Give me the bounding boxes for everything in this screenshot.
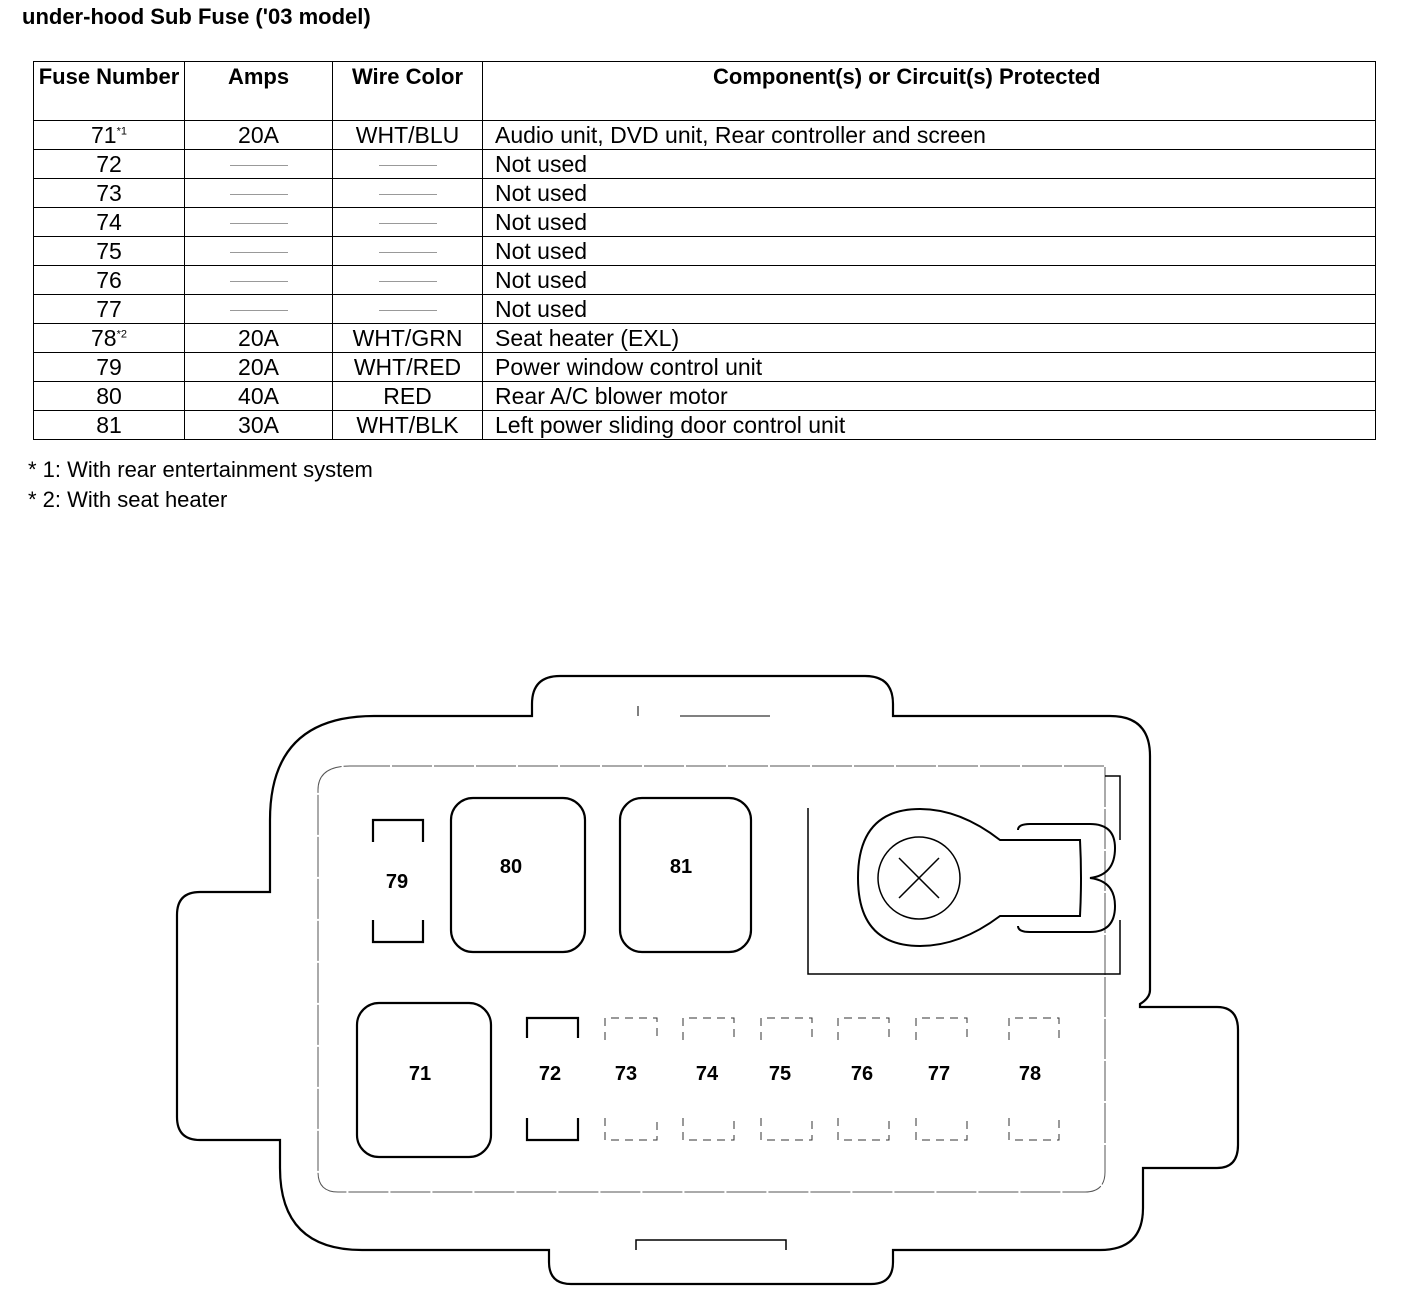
header-fuse-number: Fuse Number <box>34 62 185 121</box>
fuse-number: 80 <box>96 383 122 409</box>
page-title: under-hood Sub Fuse ('03 model) <box>22 4 371 29</box>
header-amps: Amps <box>185 62 333 121</box>
wire-color-cell: WHT/BLU <box>333 121 483 150</box>
fuse-number: 73 <box>96 180 122 206</box>
footnote-2: * 2: With seat heater <box>28 487 228 512</box>
battery-terminal-icon <box>858 809 1115 946</box>
wire-color-cell: WHT/GRN <box>333 324 483 353</box>
fuse-72-label: 72 <box>538 1063 562 1085</box>
amps-cell: 30A <box>185 411 333 440</box>
component-cell: Power window control unit <box>483 353 1376 382</box>
component-cell: Not used <box>483 295 1376 324</box>
footnote-marker: *1 <box>116 125 127 138</box>
component-cell: Left power sliding door control unit <box>483 411 1376 440</box>
fuse-71-label: 71 <box>408 1063 432 1085</box>
fuse-76-label: 76 <box>850 1063 874 1085</box>
component-cell: Not used <box>483 266 1376 295</box>
fuse-79-label: 79 <box>385 871 409 893</box>
amps-cell: 20A <box>185 353 333 382</box>
fuse-number: 74 <box>96 209 122 235</box>
component-cell: Not used <box>483 237 1376 266</box>
wire-color-cell: RED <box>333 382 483 411</box>
header-wire-color: Wire Color <box>333 62 483 121</box>
fuse-74-label: 74 <box>695 1063 719 1085</box>
fuse-number: 81 <box>96 412 122 438</box>
fuse-number: 77 <box>96 296 122 322</box>
fuse-number: 78 <box>91 325 117 351</box>
fuse-81-label: 81 <box>669 856 693 878</box>
fuse-78-label: 78 <box>1018 1063 1042 1085</box>
amps-cell: 20A <box>185 121 333 150</box>
amps-cell: 40A <box>185 382 333 411</box>
fuse-number: 71 <box>91 122 117 148</box>
fuse-77-label: 77 <box>927 1063 951 1085</box>
header-component: Component(s) or Circuit(s) Protected <box>483 62 1376 121</box>
footnote-marker: *2 <box>116 328 127 341</box>
fuse-number: 79 <box>96 354 122 380</box>
fuse-75-label: 75 <box>768 1063 792 1085</box>
fuse-number: 76 <box>96 267 122 293</box>
fuse-number: 75 <box>96 238 122 264</box>
component-cell: Not used <box>483 208 1376 237</box>
footnote-1: * 1: With rear entertainment system <box>28 457 373 482</box>
component-cell: Audio unit, DVD unit, Rear controller and screen <box>483 121 1376 150</box>
component-cell: Not used <box>483 179 1376 208</box>
wire-color-cell: WHT/BLK <box>333 411 483 440</box>
component-cell: Rear A/C blower motor <box>483 382 1376 411</box>
component-cell: Not used <box>483 150 1376 179</box>
component-cell: Seat heater (EXL) <box>483 324 1376 353</box>
fuse-number: 72 <box>96 151 122 177</box>
wire-color-cell: WHT/RED <box>333 353 483 382</box>
fuse-80-label: 80 <box>499 856 523 878</box>
fuse-73-label: 73 <box>614 1063 638 1085</box>
amps-cell: 20A <box>185 324 333 353</box>
